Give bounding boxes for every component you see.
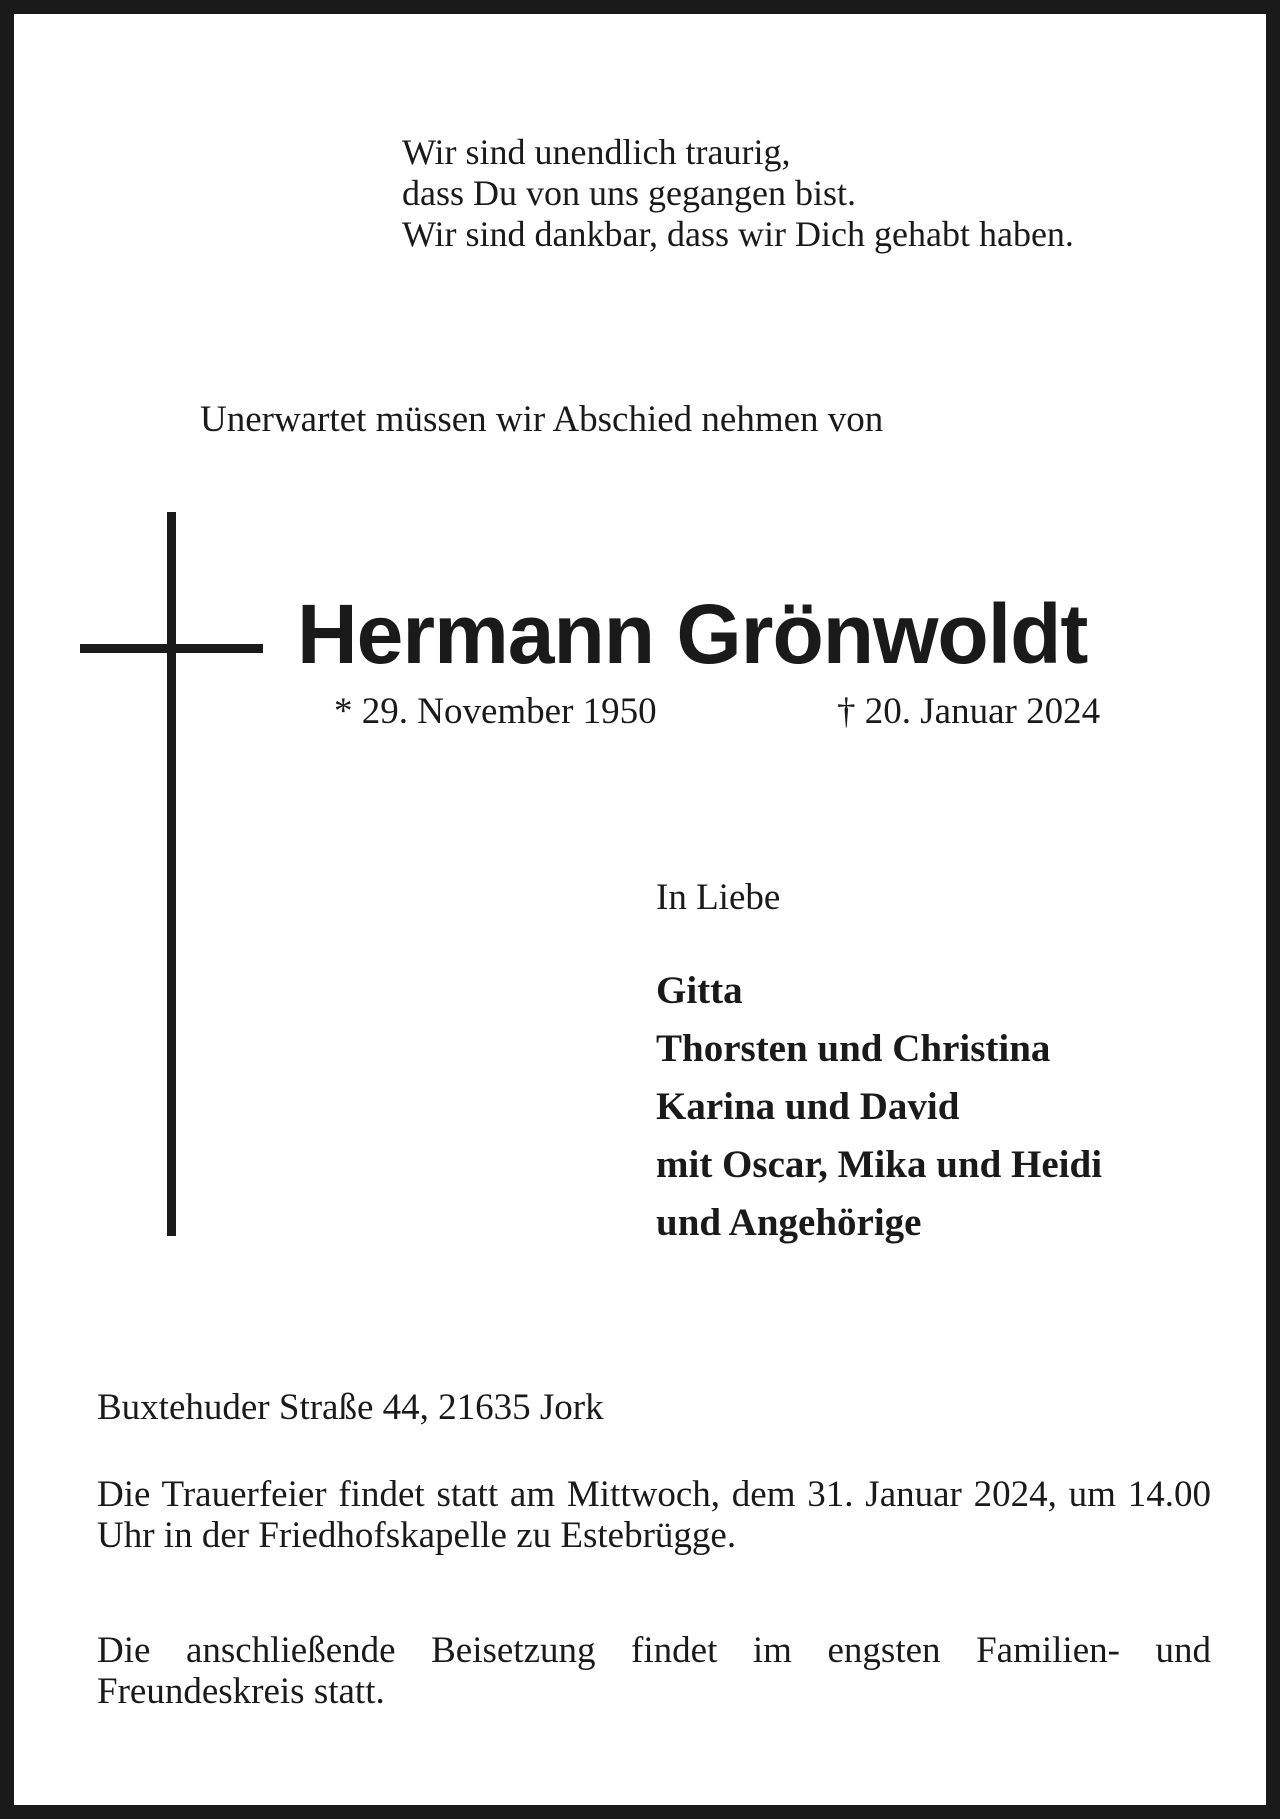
mourners-heading: In Liebe — [656, 877, 781, 918]
mourner-line: mit Oscar, Mika und Heidi — [656, 1143, 1103, 1186]
intro-text: Unerwartet müssen wir Abschied nehmen von — [200, 399, 884, 440]
cross-icon — [167, 512, 176, 1236]
birth-date: * 29. November 1950 — [334, 691, 657, 732]
quote-line: dass Du von uns gegangen bist. — [402, 173, 856, 213]
death-date: † 20. Januar 2024 — [837, 691, 1101, 732]
mourner-line: Karina und David — [656, 1085, 960, 1128]
address: Buxtehuder Straße 44, 21635 Jork — [97, 1387, 604, 1428]
mourner-line: Gitta — [656, 969, 743, 1012]
burial-info: Die anschließende Beisetzung findet im engsten Familien- und Freundeskreis statt. — [97, 1630, 1211, 1712]
mourners-list — [656, 962, 1102, 1252]
cross-icon-crossbar — [80, 644, 263, 653]
quote-line: Wir sind dankbar, dass wir Dich gehabt haben. — [402, 214, 1074, 254]
quote-line: Wir sind unendlich traurig, — [402, 132, 791, 172]
mourner-line: Thorsten und Christina — [656, 1027, 1051, 1070]
mourner-line: und Angehörige — [656, 1201, 922, 1244]
memorial-quote — [402, 132, 1074, 255]
ceremony-info: Die Trauerfeier findet statt am Mittwoch, dem 31. Januar 2024, um 14.00 Uhr in der Friedhofskapelle zu Estebrügge. — [97, 1474, 1211, 1556]
deceased-name: Hermann Grönwoldt — [297, 587, 1088, 681]
